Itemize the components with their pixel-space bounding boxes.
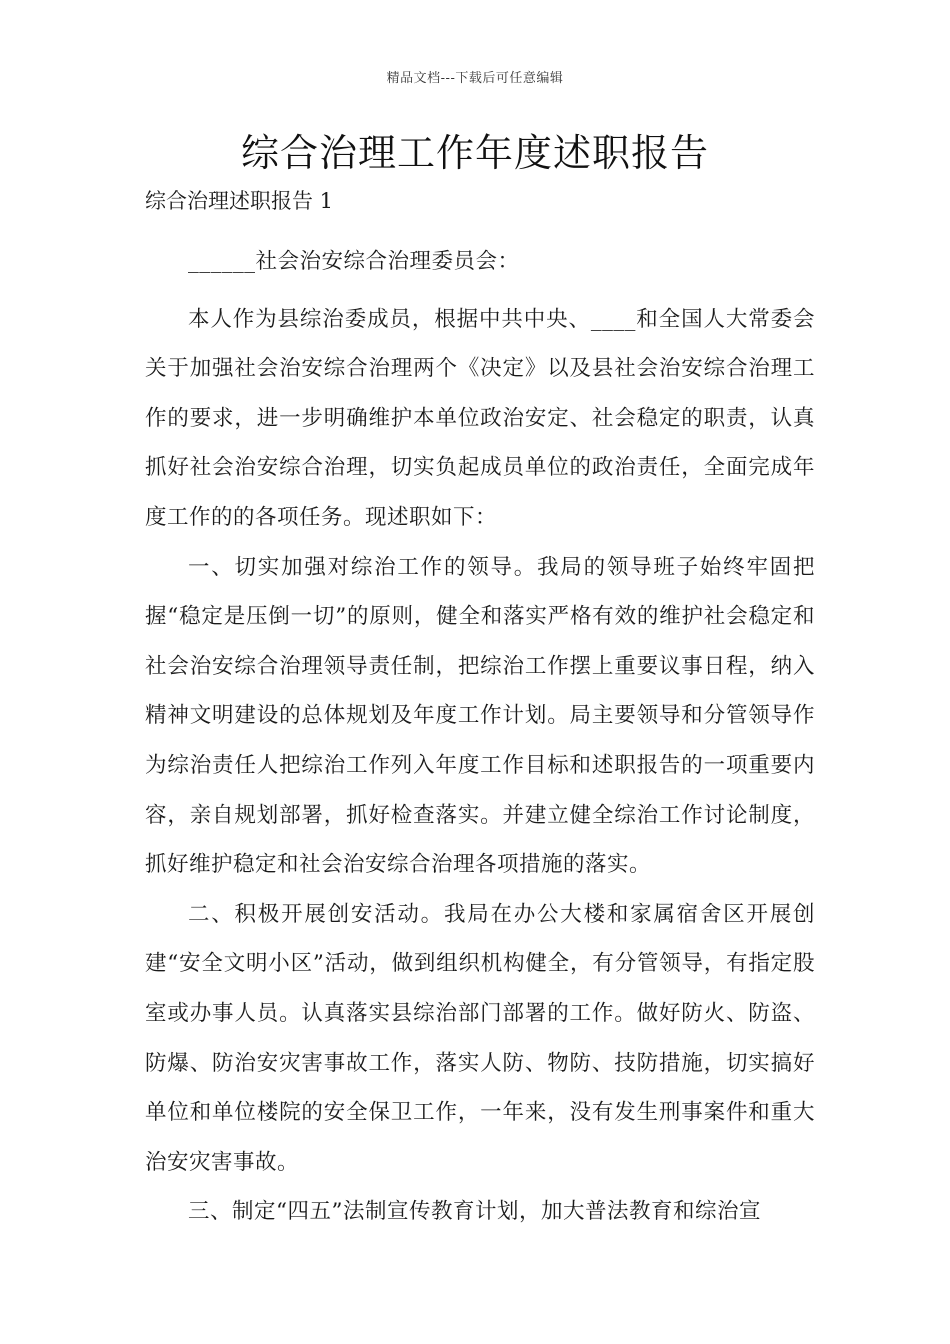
paragraph-intro: 本人作为县综治委成员，根据中共中央、____和全国人大常委会关于加强社会治安综合治理两个《决定》以及县社会治安综合治理工作的要求，进一步明确维护本单位政治安定、社会稳定的职责，认真抓好社会治安综合治理，切实负起成员单位的政治责任，全面完成年度工作的的各项任务。现述职如下： xyxy=(145,306,815,530)
document-body xyxy=(145,237,815,1237)
paragraph-section-2: 二、积极开展创安活动。我局在办公大楼和家属宿舍区开展创建“安全文明小区”活动，做到组织机构健全，有分管领导，有指定股室或办事人员。认真落实县综治部门部署的工作。做好防火、防盗、防爆、防治安灾害事故工作，落实人防、物防、技防措施，切实搞好单位和单位楼院的安全保卫工作，一年来，没有发生刑事案件和重大治安灾害事故。 xyxy=(145,901,815,1175)
document-subtitle: 综合治理述职报告 1 xyxy=(145,189,334,213)
salutation: ______社会治安综合治理委员会： xyxy=(188,249,520,274)
paragraph-section-1: 一、切实加强对综治工作的领导。我局的领导班子始终牢固把握“稳定是压倒一切”的原则，健全和落实严格有效的维护社会稳定和社会治安综合治理领导责任制，把综治工作摆上重要议事日程，纳入精神文明建设的总体规划及年度工作计划。局主要领导和分管领导作为综治责任人把综治工作列入年度工作目标和述职报告的一项重要内容，亲自规划部署，抓好检查落实。并建立健全综治工作讨论制度，抓好维护稳定和社会治安综合治理各项措施的落实。 xyxy=(145,554,815,878)
paragraph-section-3: 三、制定“四五”法制宣传教育计划，加大普法教育和综治宣 xyxy=(188,1199,761,1225)
document-title: 综合治理工作年度述职报告 xyxy=(240,131,709,175)
page-header: 精品文档---下载后可任意编辑 xyxy=(386,71,564,86)
